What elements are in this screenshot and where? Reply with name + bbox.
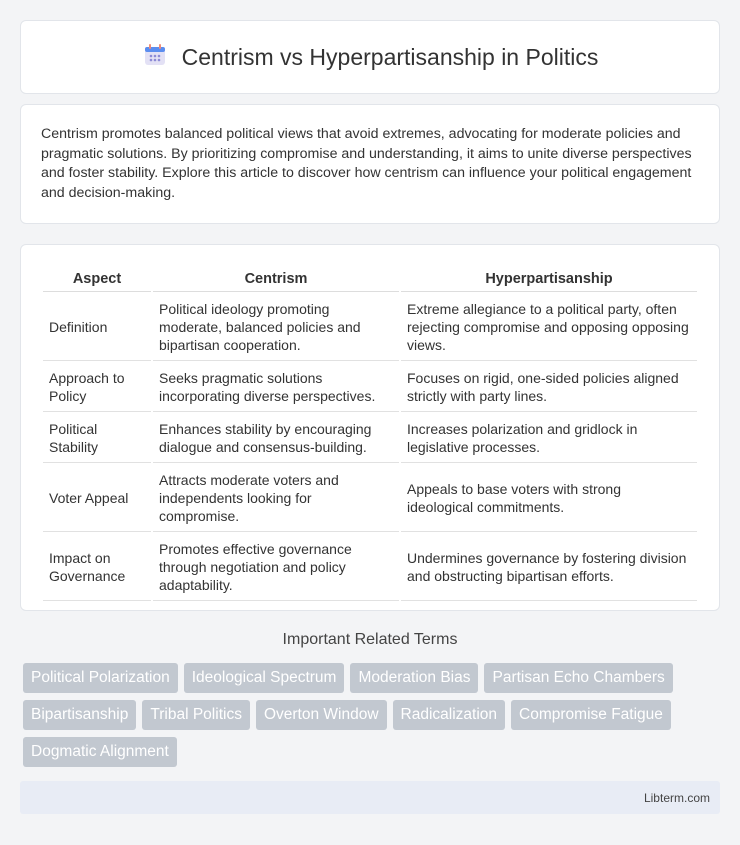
header-aspect: Aspect [43, 267, 151, 292]
row-aspect: Voter Appeal [43, 465, 151, 532]
term-tag[interactable]: Ideological Spectrum [184, 663, 345, 693]
page-title: Centrism vs Hyperpartisanship in Politics [181, 43, 599, 70]
row-hyperpartisanship: Appeals to base voters with strong ideological commitments. [401, 465, 697, 532]
term-tag[interactable]: Radicalization [393, 700, 506, 730]
related-terms-title: Important Related Terms [282, 631, 458, 648]
footer-site-link[interactable]: Libterm.com [643, 790, 710, 805]
term-tag[interactable]: Overton Window [256, 700, 387, 730]
row-hyperpartisanship: Extreme allegiance to a political party, often rejecting compromise and opposing opposing views. [401, 294, 697, 361]
footer [20, 781, 720, 814]
row-hyperpartisanship: Focuses on rigid, one-sided policies aligned strictly with party lines. [401, 363, 697, 412]
table-row [43, 363, 697, 412]
term-tag[interactable]: Compromise Fatigue [511, 700, 671, 730]
row-centrism: Political ideology promoting moderate, balanced policies and bipartisan cooperation. [153, 294, 399, 361]
comparison-table [41, 265, 699, 603]
row-centrism: Seeks pragmatic solutions incorporating diverse perspectives. [153, 363, 399, 412]
row-aspect: Political Stability [43, 414, 151, 463]
table-row [43, 414, 697, 463]
table-row [43, 294, 697, 361]
term-tag[interactable]: Partisan Echo Chambers [484, 663, 672, 693]
term-tag[interactable]: Tribal Politics [142, 700, 250, 730]
row-aspect: Impact on Governance [43, 534, 151, 601]
row-centrism: Promotes effective governance through negotiation and policy adaptability. [153, 534, 399, 601]
row-aspect: Approach to Policy [43, 363, 151, 412]
row-hyperpartisanship: Increases polarization and gridlock in legislative processes. [401, 414, 697, 463]
comparison-card [20, 244, 720, 611]
header-card [20, 20, 720, 94]
table-header-row [43, 267, 697, 292]
term-tag[interactable]: Political Polarization [23, 663, 178, 693]
term-tag[interactable]: Moderation Bias [350, 663, 478, 693]
table-row [43, 534, 697, 601]
term-tag[interactable]: Dogmatic Alignment [23, 737, 177, 767]
related-terms-list [23, 663, 723, 767]
row-aspect: Definition [43, 294, 151, 361]
row-centrism: Enhances stability by encouraging dialogue and consensus-building. [153, 414, 399, 463]
header-hyperpartisanship: Hyperpartisanship [401, 267, 697, 292]
intro-text: Centrism promotes balanced political views that avoid extremes, advocating for moderate policies and pragmatic solutions. By prioritizing compromise and understanding, it aims to unite diverse perspectives and foster stability. Explore this article to discover how centrism can influence your political engagement and decision-making. [41, 126, 692, 201]
calendar-icon [142, 42, 168, 73]
table-row [43, 465, 697, 532]
row-hyperpartisanship: Undermines governance by fostering division and obstructing bipartisan efforts. [401, 534, 697, 601]
header-centrism: Centrism [153, 267, 399, 292]
term-tag[interactable]: Bipartisanship [23, 700, 136, 730]
intro-card [20, 104, 720, 224]
row-centrism: Attracts moderate voters and independents looking for compromise. [153, 465, 399, 532]
